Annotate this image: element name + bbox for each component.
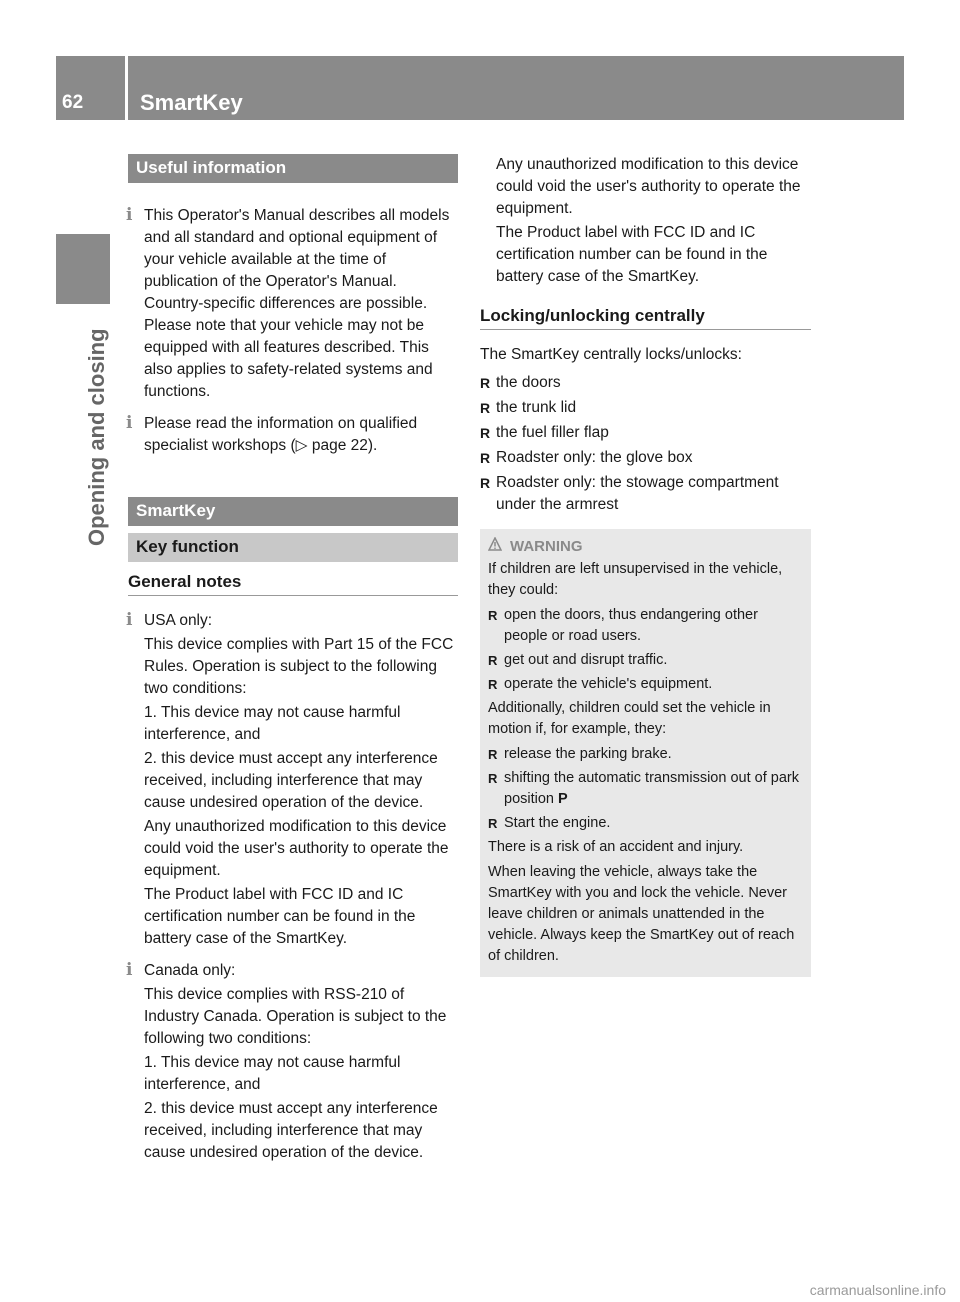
- list-item-text: shifting the automatic transmission out of park position: [504, 770, 799, 807]
- warning-intro: If children are left unsupervised in the vehicle, they could:: [488, 561, 783, 598]
- list-item: R the doors: [496, 372, 811, 394]
- locking-list: [480, 372, 811, 516]
- header-divider: [125, 56, 128, 120]
- locking-heading: Locking/unlocking centrally: [480, 306, 811, 330]
- list-item: R open the doors, thus endangering other people or road users.: [504, 605, 803, 647]
- canada-note: [128, 960, 458, 1164]
- warning-middle: Additionally, children could set the vehicle in motion if, for example, they:: [488, 700, 771, 737]
- usa-line: 1. This device may not cause harmful interference, and: [144, 704, 401, 743]
- key-function-heading: Key function: [128, 533, 458, 562]
- list-item: R release the parking brake.: [504, 744, 803, 765]
- usa-line: Any unauthorized modification to this device could void the user's authority to operate the equipment.: [144, 818, 449, 879]
- park-position-label: P: [558, 791, 568, 807]
- warning-closing: When leaving the vehicle, always take the SmartKey with you and lock the vehicle. Never leave children or animals unattended in the vehicle. Always keep the SmartKey out of reach of children.: [488, 864, 795, 964]
- warning-triangle-icon: [488, 537, 502, 555]
- warning-title-text: WARNING: [510, 538, 583, 555]
- info-note: [128, 413, 458, 457]
- right-column: [480, 154, 811, 977]
- warning-title: [488, 537, 803, 555]
- warning-risk: There is a risk of an accident and injury.: [488, 839, 744, 855]
- canada-line: This device complies with RSS-210 of Industry Canada. Operation is subject to the following two conditions:: [144, 986, 447, 1047]
- info-icon: i: [126, 413, 133, 433]
- canada-line: 2. this device must accept any interference received, including interference that may cause undesired operation of the device.: [144, 1100, 438, 1161]
- usa-line: The Product label with FCC ID and IC certification number can be found in the battery case of the SmartKey.: [144, 886, 416, 947]
- list-item: R Roadster only: the glove box: [496, 447, 811, 469]
- list-item: R the trunk lid: [496, 397, 811, 419]
- chapter-label: Opening and closing: [84, 328, 109, 546]
- list-item: [504, 768, 803, 810]
- continued-text: Any unauthorized modification to this device could void the user's authority to operate the equipment.: [496, 156, 801, 217]
- canada-line: Canada only:: [144, 962, 236, 979]
- warning-list-2: [488, 744, 803, 834]
- usa-note: [128, 610, 458, 950]
- info-icon: i: [126, 610, 133, 630]
- info-icon: i: [126, 205, 133, 225]
- warning-box: [480, 529, 811, 977]
- info-icon: i: [126, 960, 133, 980]
- general-notes-heading: General notes: [128, 572, 458, 596]
- info-text: Please read the information on qualified specialist workshops (▷ page 22).: [144, 415, 418, 454]
- chapter-tab: [56, 234, 110, 304]
- section-title: SmartKey: [140, 90, 243, 115]
- info-text: This Operator's Manual describes all models and all standard and optional equipment of your vehicle available at the time of publication of the Operator's Manual. Country-specific differences are possible. Please note that your vehicle may not be equipped with all features described. This also applies to safety-related systems and functions.: [144, 207, 450, 400]
- page-number: 62: [62, 92, 84, 113]
- list-item: R get out and disrupt traffic.: [504, 650, 803, 671]
- smartkey-heading: SmartKey: [128, 497, 458, 526]
- useful-info-heading: Useful information: [128, 154, 458, 183]
- warning-list-1: [488, 605, 803, 695]
- list-item: R the fuel filler flap: [496, 422, 811, 444]
- watermark: carmanualsonline.info: [809, 1282, 946, 1298]
- locking-intro: The SmartKey centrally locks/unlocks:: [480, 346, 742, 363]
- continued-text: The Product label with FCC ID and IC certification number can be found in the battery case of the SmartKey.: [496, 224, 768, 285]
- canada-line: 1. This device may not cause harmful interference, and: [144, 1054, 401, 1093]
- left-column: [128, 154, 458, 1174]
- usa-line: USA only:: [144, 612, 213, 629]
- usa-line: This device complies with Part 15 of the FCC Rules. Operation is subject to the following two conditions:: [144, 636, 454, 697]
- list-item: R operate the vehicle's equipment.: [504, 674, 803, 695]
- list-item: R Roadster only: the stowage compartment under the armrest: [496, 472, 811, 516]
- info-note: [128, 205, 458, 403]
- list-item: R Start the engine.: [504, 813, 803, 834]
- usa-line: 2. this device must accept any interference received, including interference that may cause undesired operation of the device.: [144, 750, 438, 811]
